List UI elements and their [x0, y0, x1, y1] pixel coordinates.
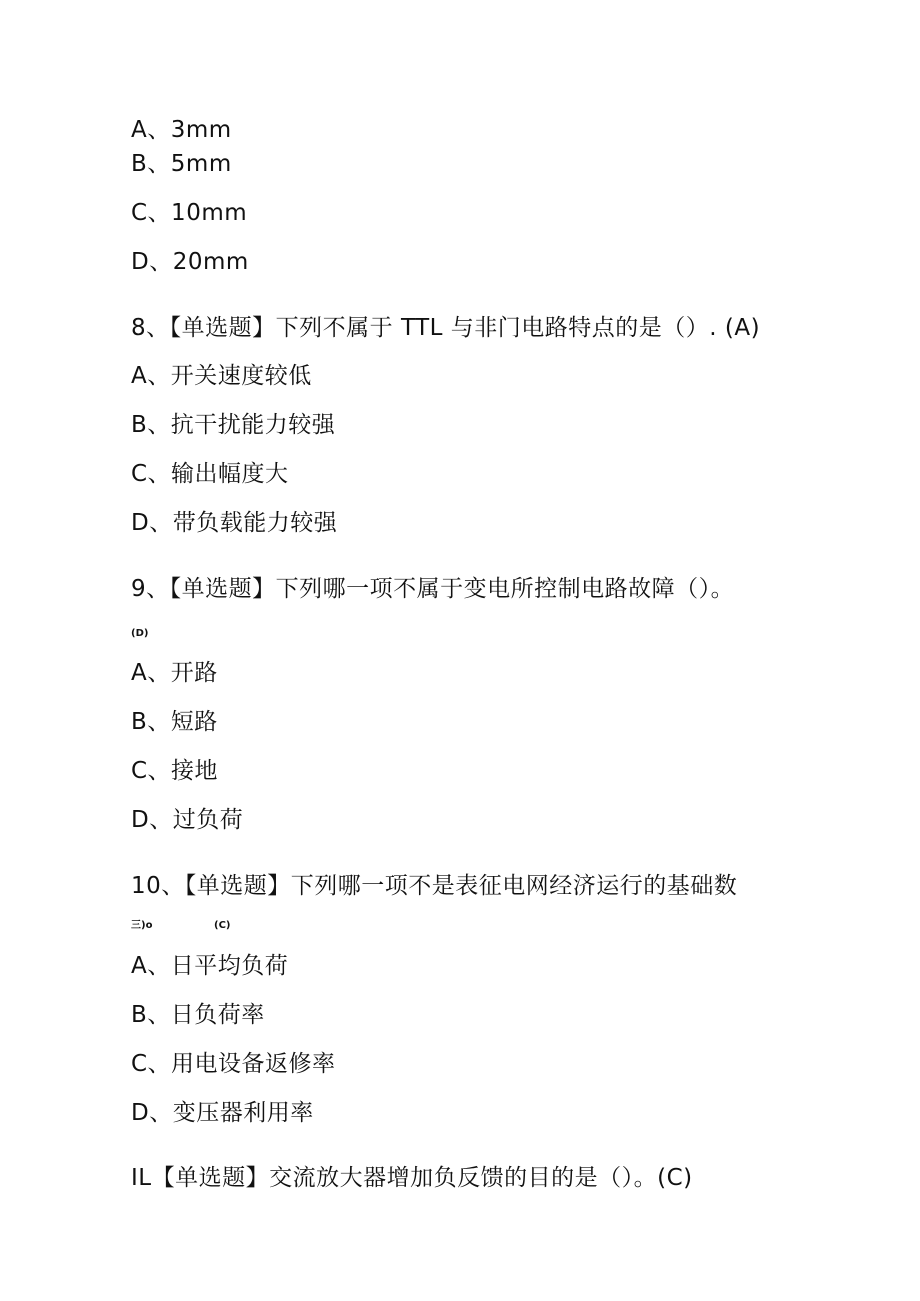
q9-option-c: C、接地 — [131, 758, 219, 784]
q10-stem-tail: 三)o — [131, 920, 153, 931]
q10-option-d: D、变压器利用率 — [131, 1100, 314, 1126]
q8-option-b: B、抗干扰能力较强 — [131, 412, 336, 438]
q10-option-b: B、日负荷率 — [131, 1002, 265, 1028]
q8-stem: 8、【单选题】下列不属于 TTL 与非门电路特点的是（）. (A) — [131, 315, 761, 341]
q8-option-d: D、带负载能力较强 — [131, 510, 338, 536]
q10-answer: (C) — [214, 920, 231, 931]
q9-stem: 9、【单选题】下列哪一项不属于变电所控制电路故障（）。 — [131, 576, 735, 602]
q7-option-b: B、5mm — [131, 151, 232, 177]
q10-stem: 10、【单选题】下列哪一项不是表征电网经济运行的基础数 — [131, 873, 738, 899]
q8-option-c: C、输出幅度大 — [131, 461, 289, 487]
q9-option-b: B、短路 — [131, 709, 218, 735]
q9-option-a: A、开路 — [131, 660, 218, 686]
q11-stem: IL【单选题】交流放大器增加负反馈的目的是（）。(C) — [131, 1165, 693, 1191]
q9-answer: (D) — [131, 628, 149, 639]
q7-option-d: D、20mm — [131, 249, 249, 275]
q8-option-a: A、开关速度较低 — [131, 363, 312, 389]
q9-option-d: D、过负荷 — [131, 807, 244, 833]
q10-option-c: C、用电设备返修率 — [131, 1051, 336, 1077]
q10-option-a: A、日平均负荷 — [131, 953, 289, 979]
q7-option-c: C、10mm — [131, 200, 248, 226]
q7-option-a: A、3mm — [131, 117, 232, 143]
